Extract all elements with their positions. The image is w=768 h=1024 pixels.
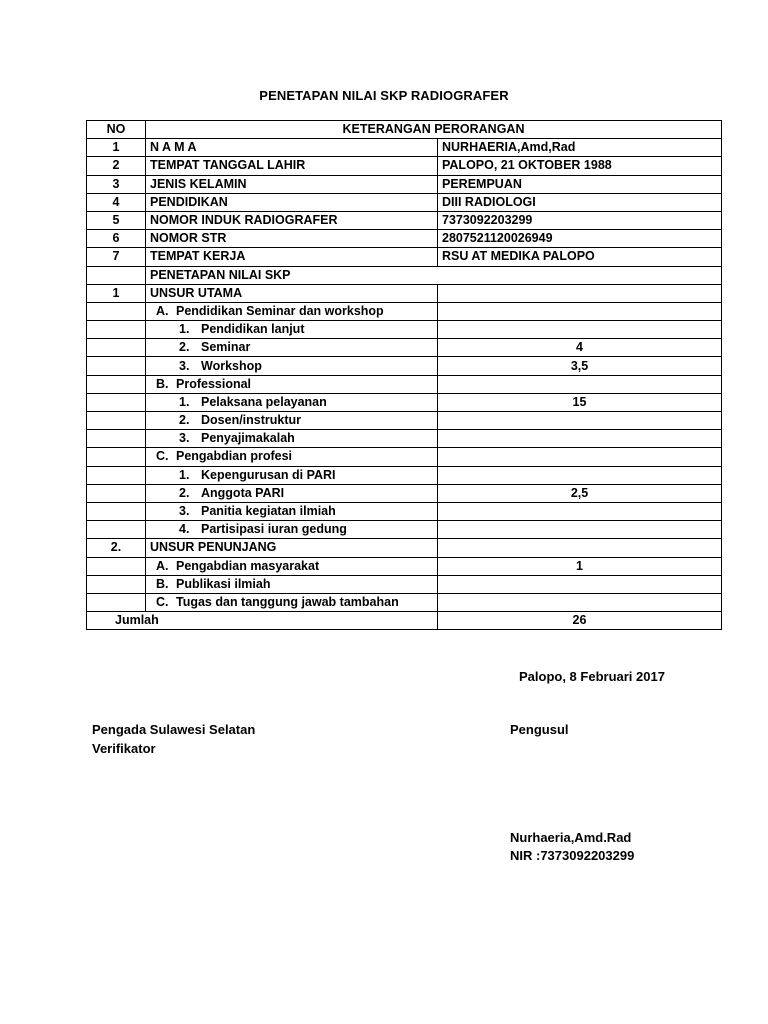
row-value: 7373092203299: [438, 211, 722, 229]
row-label: TEMPAT KERJA: [146, 248, 438, 266]
signer-nir: NIR :7373092203299: [510, 848, 635, 863]
table-row: [87, 375, 722, 393]
verifier-org: Pengada Sulawesi Selatan: [92, 722, 256, 737]
row-value: DIII RADIOLOGI: [438, 193, 722, 211]
total-label: Jumlah: [87, 612, 438, 630]
skp-table: [86, 120, 722, 630]
item-label: 1. Kepengurusan di PARI: [146, 466, 438, 484]
item-value: [438, 430, 722, 448]
table-row: [87, 539, 722, 557]
row-no: 1: [87, 284, 146, 302]
table-row: [87, 211, 722, 229]
table-row: [87, 357, 722, 375]
unsur-utama-label: UNSUR UTAMA: [146, 284, 438, 302]
table-row: [87, 284, 722, 302]
section-a: A. Pendidikan Seminar dan workshop: [146, 302, 438, 320]
row-no: 5: [87, 211, 146, 229]
section-c: C. Pengabdian profesi: [146, 448, 438, 466]
penetapan-label: PENETAPAN NILAI SKP: [146, 266, 722, 284]
item-value: [438, 575, 722, 593]
table-row: [87, 393, 722, 411]
table-row: [87, 139, 722, 157]
table-row: [87, 157, 722, 175]
table-row: [87, 593, 722, 611]
table-row: [87, 430, 722, 448]
table-header-row: [87, 121, 722, 139]
row-label: NOMOR INDUK RADIOGRAFER: [146, 211, 438, 229]
item-value: [438, 412, 722, 430]
item-value: [438, 521, 722, 539]
item-value: 1: [438, 557, 722, 575]
item-label: C. Tugas dan tanggung jawab tambahan: [146, 593, 438, 611]
table-row: [87, 230, 722, 248]
row-value: PALOPO, 21 OKTOBER 1988: [438, 157, 722, 175]
row-no: 7: [87, 248, 146, 266]
table-row: [87, 502, 722, 520]
signer-name: Nurhaeria,Amd.Rad: [510, 830, 632, 845]
row-no: 2.: [87, 539, 146, 557]
item-label: 4. Partisipasi iuran gedung: [146, 521, 438, 539]
row-label: TEMPAT TANGGAL LAHIR: [146, 157, 438, 175]
table-row: [87, 412, 722, 430]
row-label: JENIS KELAMIN: [146, 175, 438, 193]
item-label: A. Pengabdian masyarakat: [146, 557, 438, 575]
table-row: [87, 557, 722, 575]
table-row: [87, 521, 722, 539]
row-value: 2807521120026949: [438, 230, 722, 248]
row-label: NOMOR STR: [146, 230, 438, 248]
item-label: 2. Anggota PARI: [146, 484, 438, 502]
document-title: PENETAPAN NILAI SKP RADIOGRAFER: [259, 88, 509, 103]
proposer-title: Pengusul: [510, 722, 569, 737]
row-value: NURHAERIA,Amd,Rad: [438, 139, 722, 157]
item-value: 2,5: [438, 484, 722, 502]
table-row: [87, 302, 722, 320]
table-row: [87, 484, 722, 502]
table-row: [87, 448, 722, 466]
item-label: 3. Workshop: [146, 357, 438, 375]
item-value: 15: [438, 393, 722, 411]
total-row: [87, 612, 722, 630]
item-value: 4: [438, 339, 722, 357]
table-row: [87, 248, 722, 266]
unsur-penunjang-label: UNSUR PENUNJANG: [146, 539, 438, 557]
total-value: 26: [438, 612, 722, 630]
row-no: 1: [87, 139, 146, 157]
item-label: 2. Seminar: [146, 339, 438, 357]
row-no: 6: [87, 230, 146, 248]
item-value: 3,5: [438, 357, 722, 375]
item-label: 3. Panitia kegiatan ilmiah: [146, 502, 438, 520]
table-row: [87, 466, 722, 484]
row-label: PENDIDIKAN: [146, 193, 438, 211]
table-row: [87, 321, 722, 339]
item-label: 3. Penyajimakalah: [146, 430, 438, 448]
row-no: 2: [87, 157, 146, 175]
table-row: [87, 339, 722, 357]
item-label: 1. Pendidikan lanjut: [146, 321, 438, 339]
item-label: 2. Dosen/instruktur: [146, 412, 438, 430]
item-value: [438, 502, 722, 520]
row-value: PEREMPUAN: [438, 175, 722, 193]
header-no: NO: [87, 121, 146, 139]
item-value: [438, 466, 722, 484]
place-date: Palopo, 8 Februari 2017: [519, 669, 665, 684]
table-row: [87, 193, 722, 211]
row-value: RSU AT MEDIKA PALOPO: [438, 248, 722, 266]
row-no: 3: [87, 175, 146, 193]
verifier-title: Verifikator: [92, 741, 156, 756]
item-value: [438, 321, 722, 339]
row-no: 4: [87, 193, 146, 211]
item-label: B. Publikasi ilmiah: [146, 575, 438, 593]
item-label: 1. Pelaksana pelayanan: [146, 393, 438, 411]
table-row: [87, 266, 722, 284]
table-row: [87, 575, 722, 593]
header-keterangan: KETERANGAN PERORANGAN: [146, 121, 722, 139]
table-row: [87, 175, 722, 193]
section-b: B. Professional: [146, 375, 438, 393]
item-value: [438, 593, 722, 611]
row-label: N A M A: [146, 139, 438, 157]
